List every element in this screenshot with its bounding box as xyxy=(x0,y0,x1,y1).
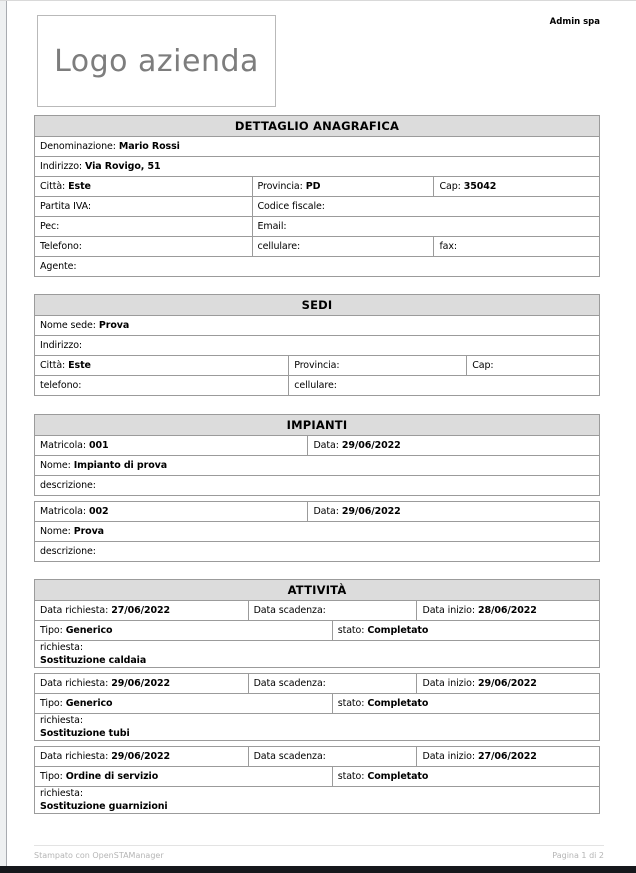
table-row xyxy=(35,436,600,456)
table-row xyxy=(35,747,600,767)
field-tipo: Tipo: Generico xyxy=(35,621,333,641)
sedi-table xyxy=(34,294,600,396)
table-row xyxy=(35,316,600,336)
field-stato: stato: Completato xyxy=(332,694,599,714)
anagrafica-table xyxy=(34,115,600,277)
footer-print-note: Stampato con OpenSTAManager xyxy=(34,851,164,860)
table-row xyxy=(35,621,600,641)
field-partita-iva: Partita IVA: xyxy=(35,197,253,217)
field-richiesta: richiesta: Sostituzione tubi xyxy=(35,714,600,741)
attivita-table-1 xyxy=(34,579,600,668)
field-richiesta: richiesta: Sostituzione caldaia xyxy=(35,641,600,668)
field-citta: Città: Este xyxy=(35,177,253,197)
field-richiesta: richiesta: Sostituzione guarnizioni xyxy=(35,787,600,814)
table-row xyxy=(35,767,600,787)
page-break-bar xyxy=(0,866,636,873)
table-row xyxy=(35,714,600,741)
field-tipo: Tipo: Ordine di servizio xyxy=(35,767,333,787)
table-row xyxy=(35,476,600,496)
table-row xyxy=(35,522,600,542)
table-row xyxy=(35,137,600,157)
footer-page-number: Pagina 1 di 2 xyxy=(552,851,604,860)
table-row xyxy=(35,674,600,694)
field-sede-provincia: Provincia: xyxy=(289,356,467,376)
section-title-impianti: IMPIANTI xyxy=(35,415,600,436)
table-row xyxy=(35,237,600,257)
section-header-row xyxy=(35,116,600,137)
attivita-table-3 xyxy=(34,746,600,814)
table-row xyxy=(35,157,600,177)
field-sede-cellulare: cellulare: xyxy=(289,376,600,396)
table-row xyxy=(35,641,600,668)
field-data: Data: 29/06/2022 xyxy=(308,436,600,456)
impianti-table-2 xyxy=(34,501,600,562)
table-row xyxy=(35,787,600,814)
field-tipo: Tipo: Generico xyxy=(35,694,333,714)
field-nome-sede: Nome sede: Prova xyxy=(35,316,600,336)
field-fax: fax: xyxy=(434,237,600,257)
table-row xyxy=(35,336,600,356)
field-telefono: Telefono: xyxy=(35,237,253,257)
field-pec: Pec: xyxy=(35,217,253,237)
field-provincia: Provincia: PD xyxy=(252,177,434,197)
field-data-richiesta: Data richiesta: 29/06/2022 xyxy=(35,674,249,694)
table-row xyxy=(35,456,600,476)
field-nome-impianto: Nome: Prova xyxy=(35,522,600,542)
field-indirizzo: Indirizzo: Via Rovigo, 51 xyxy=(35,157,600,177)
field-data-inizio: Data inizio: 28/06/2022 xyxy=(417,601,600,621)
field-data-richiesta: Data richiesta: 29/06/2022 xyxy=(35,747,249,767)
field-email: Email: xyxy=(252,217,599,237)
attivita-table-2 xyxy=(34,673,600,741)
section-title-attivita: ATTIVITÀ xyxy=(35,580,600,601)
field-descrizione: descrizione: xyxy=(35,542,600,562)
table-row xyxy=(35,177,600,197)
field-denominazione: Denominazione: Mario Rossi xyxy=(35,137,600,157)
logo-placeholder-text: Logo azienda xyxy=(54,43,259,79)
page-footer xyxy=(34,845,604,860)
field-data-inizio: Data inizio: 29/06/2022 xyxy=(417,674,600,694)
field-data-richiesta: Data richiesta: 27/06/2022 xyxy=(35,601,249,621)
field-sede-telefono: telefono: xyxy=(35,376,289,396)
field-sede-indirizzo: Indirizzo: xyxy=(35,336,600,356)
page-content xyxy=(34,1,600,814)
field-data-scadenza: Data scadenza: xyxy=(248,674,417,694)
field-cap: Cap: 35042 xyxy=(434,177,600,197)
field-sede-citta: Città: Este xyxy=(35,356,289,376)
section-title-sedi: SEDI xyxy=(35,295,600,316)
field-data-scadenza: Data scadenza: xyxy=(248,747,417,767)
table-row xyxy=(35,694,600,714)
section-header-row xyxy=(35,295,600,316)
table-row xyxy=(35,542,600,562)
table-row xyxy=(35,356,600,376)
field-nome-impianto: Nome: Impianto di prova xyxy=(35,456,600,476)
page-left-edge xyxy=(0,1,7,873)
field-data-scadenza: Data scadenza: xyxy=(248,601,417,621)
field-cellulare: cellulare: xyxy=(252,237,434,257)
field-descrizione: descrizione: xyxy=(35,476,600,496)
field-data-inizio: Data inizio: 27/06/2022 xyxy=(417,747,600,767)
impianti-table-1 xyxy=(34,414,600,496)
field-stato: stato: Completato xyxy=(332,767,599,787)
field-agente: Agente: xyxy=(35,257,600,277)
table-row xyxy=(35,502,600,522)
table-row xyxy=(35,601,600,621)
field-codice-fiscale: Codice fiscale: xyxy=(252,197,599,217)
company-logo xyxy=(37,15,276,107)
section-header-row xyxy=(35,415,600,436)
field-matricola: Matricola: 002 xyxy=(35,502,308,522)
field-matricola: Matricola: 001 xyxy=(35,436,308,456)
section-title-anagrafica: DETTAGLIO ANAGRAFICA xyxy=(35,116,600,137)
company-name: Admin spa xyxy=(549,17,600,27)
section-header-row xyxy=(35,580,600,601)
field-stato: stato: Completato xyxy=(332,621,599,641)
table-row xyxy=(35,376,600,396)
table-row xyxy=(35,197,600,217)
field-sede-cap: Cap: xyxy=(467,356,600,376)
table-row xyxy=(35,217,600,237)
table-row xyxy=(35,257,600,277)
field-data: Data: 29/06/2022 xyxy=(308,502,600,522)
